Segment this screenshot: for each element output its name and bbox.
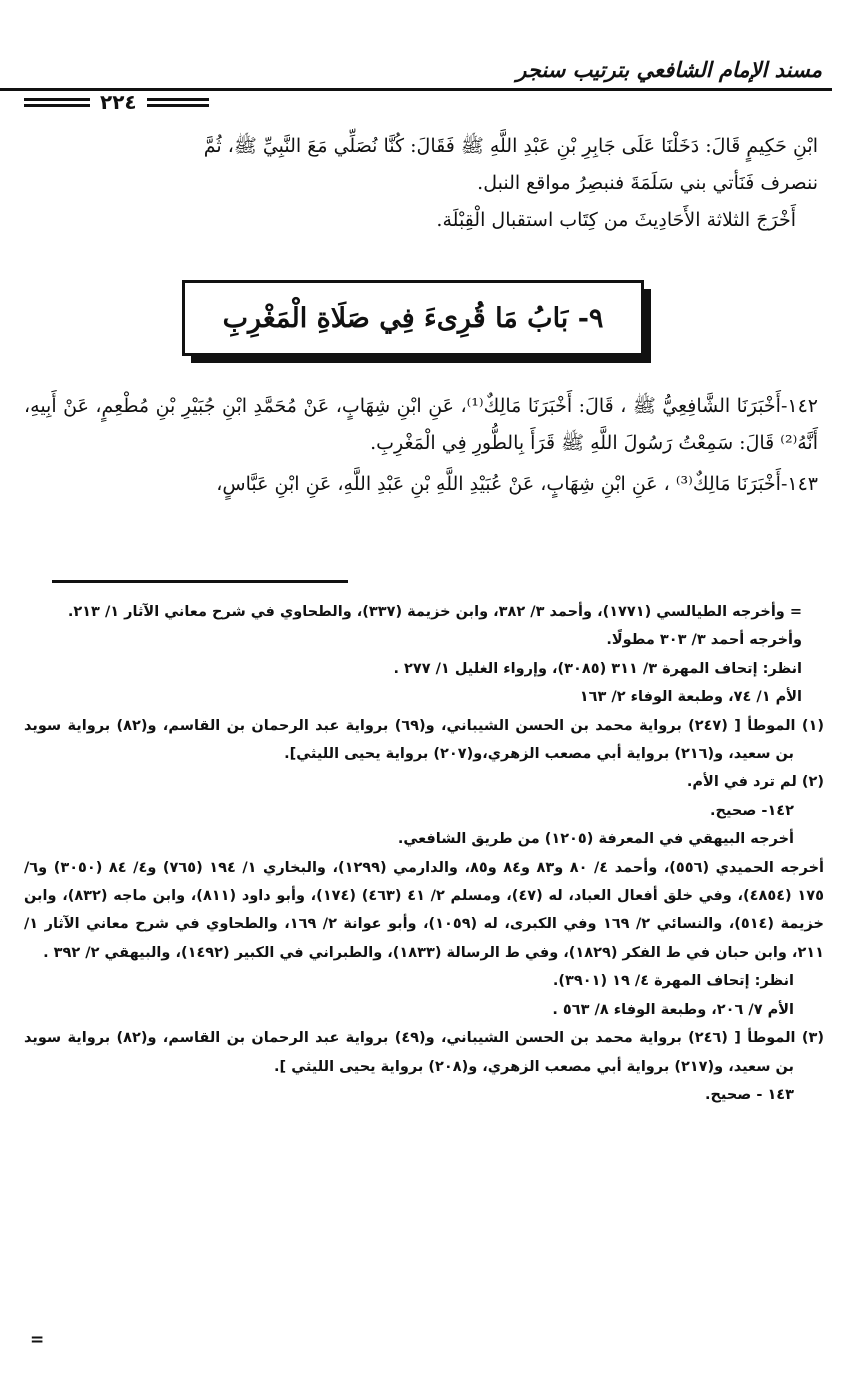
footnote-grade: ١٤٢- صحيح. — [710, 802, 794, 819]
footnote-separator — [52, 580, 348, 583]
page-number: ٢٢٤ — [100, 90, 137, 114]
footnote-line: وأخرجه أحمد ٣/ ٣٠٣ مطولًا. — [606, 632, 802, 649]
footnote-line: أخرجه الحميدي (٥٥٦)، وأحمد ٤/ ٨٠ و٨٣ و٨٤ و٨٥، والدارمي (١٢٩٩)، والبخاري ١/ ١٩٤ (٧٦٥) و٤/ ٨٤ (٣٠٥٠) و٦/ ١٧٥ (٤٨٥٤)، وفي خلق أفعال العباد، له (٤٧)، ومسلم ٢/ ٤١ (٤٦٣) (١٧٤)، وأبو داود (٨١١)، وابن ماجه (٨٣٢)، وابن خزيمة (٥١٤)، والنسائي ٢/ ١٦٩ وفي الكبرى، له (١٠٥٩)، وأبو عوانة ٢/ ١٦٩، والطحاوي في شرح معاني الآثار ١/ ٢١١، وابن حبان في ط الفكر (١٨٢٩)، وفي ط الرسالة (١٨٣٣)، والطبراني في الكبير (١٤٩٢)، والبيهقي ٢/ ٣٩٢ . — [24, 859, 825, 961]
top-paragraph — [24, 128, 818, 239]
footnote-3: (٣) الموطأ [ (٢٤٦) برواية محمد بن الحسن الشيباني، و(٤٩) برواية عبد الرحمان بن القاسم، و(٨٢) برواية سويد بن سعيد، و(٢١٧) برواية أبي مصعب الزهري، و(٢٠٨) برواية يحيى الليثي ]. — [24, 1030, 824, 1075]
footnote-line: أخرجه البيهقي في المعرفة (١٢٠٥) من طريق الشافعي. — [397, 831, 794, 848]
footnote-line: انظر: إتحاف المهرة ٣/ ٣١١ (٣٠٨٥)، وإرواء الغليل ١/ ٢٧٧ . — [393, 660, 802, 677]
hadith-142: ١٤٢-أَخْبَرَنَا الشَّافِعِيُّ ﷺ ، قَالَ: أَخْبَرَنَا مَالِكٌ⁽¹⁾، عَنِ ابْنِ شِهَابٍ، عَنْ مُحَمَّدِ ابْنِ جُبَيْرِ بْنِ مُطْعِمٍ، عَنْ أَبِيهِ، أَنَّهُ⁽²⁾ قَالَ: سَمِعْتُ رَسُولَ اللَّهِ ﷺ قَرَأَ بِالطُّورِ فِي الْمَغْرِبِ. — [24, 395, 818, 454]
takhrij-line: أَخْرَجَ الثلاثة الأَحَادِيثَ من كِتَاب استقبال الْقِبْلَة. — [436, 209, 796, 231]
footnote-2: (٢) لم ترد في الأم. — [686, 774, 824, 791]
footnote-line: = وأخرجه الطيالسي (١٧٧١)، وأحمد ٣/ ٣٨٢، وابن خزيمة (٣٣٧)، والطحاوي في شرح معاني الآثار ١/ ٢١٣. — [67, 604, 802, 620]
footnote-line: الأم ١/ ٧٤، وطبعة الوفاء ٢/ ١٦٣ — [579, 689, 802, 706]
hadith-section — [24, 388, 818, 507]
continuation-mark: = — [30, 1330, 45, 1350]
hadith-143: ١٤٣-أَخْبَرَنَا مَالِكٌ⁽³⁾ ، عَنِ ابْنِ شِهَابٍ، عَنْ عُبَيْدِ اللَّهِ بْنِ عَبْدِ اللَّهِ، عَنِ ابْنِ عَبَّاسٍ، — [216, 473, 818, 495]
text-line: ابْنِ حَكِيمٍ قَالَ: دَخَلْنَا عَلَى جَابِرِ بْنِ عَبْدِ اللَّهِ ﷺ فَقَالَ: كُنَّا نُصَلِّي مَعَ النَّبِيِّ ﷺ، ثُمَّ — [203, 135, 818, 157]
page-number-row — [24, 91, 209, 113]
chapter-heading: ٩- بَابُ مَا قُرِىءَ فِي صَلَاةِ الْمَغْرِبِ — [182, 280, 644, 356]
page-number-right-bars — [147, 98, 209, 107]
page-number-left-bars — [24, 98, 90, 107]
footnote-1: (١) الموطأ [ (٢٤٧) برواية محمد بن الحسن الشيباني، و(٦٩) برواية عبد الرحمان بن القاسم، و(٨٢) برواية سويد بن سعيد، و(٢١٦) برواية أبي مصعب الزهري،و(٢٠٧) برواية يحيى الليثي]. — [24, 717, 824, 763]
footnote-line: انظر: إتحاف المهرة ٤/ ١٩ (٣٩٠١). — [552, 973, 794, 990]
footnotes — [24, 598, 824, 1109]
chapter-heading-box — [182, 280, 644, 356]
footnote-grade: ١٤٣ - صحيح. — [704, 1086, 794, 1103]
running-title: مسند الإمام الشافعي بترتيب سنجر — [516, 58, 822, 82]
footnote-line: الأم ٧/ ٢٠٦، وطبعة الوفاء ٨/ ٥٦٣ . — [552, 1001, 794, 1018]
text-line: ننصرف فَنَأتي بني سَلَمَةَ فنبصِرُ مواقع النبل. — [477, 172, 818, 194]
